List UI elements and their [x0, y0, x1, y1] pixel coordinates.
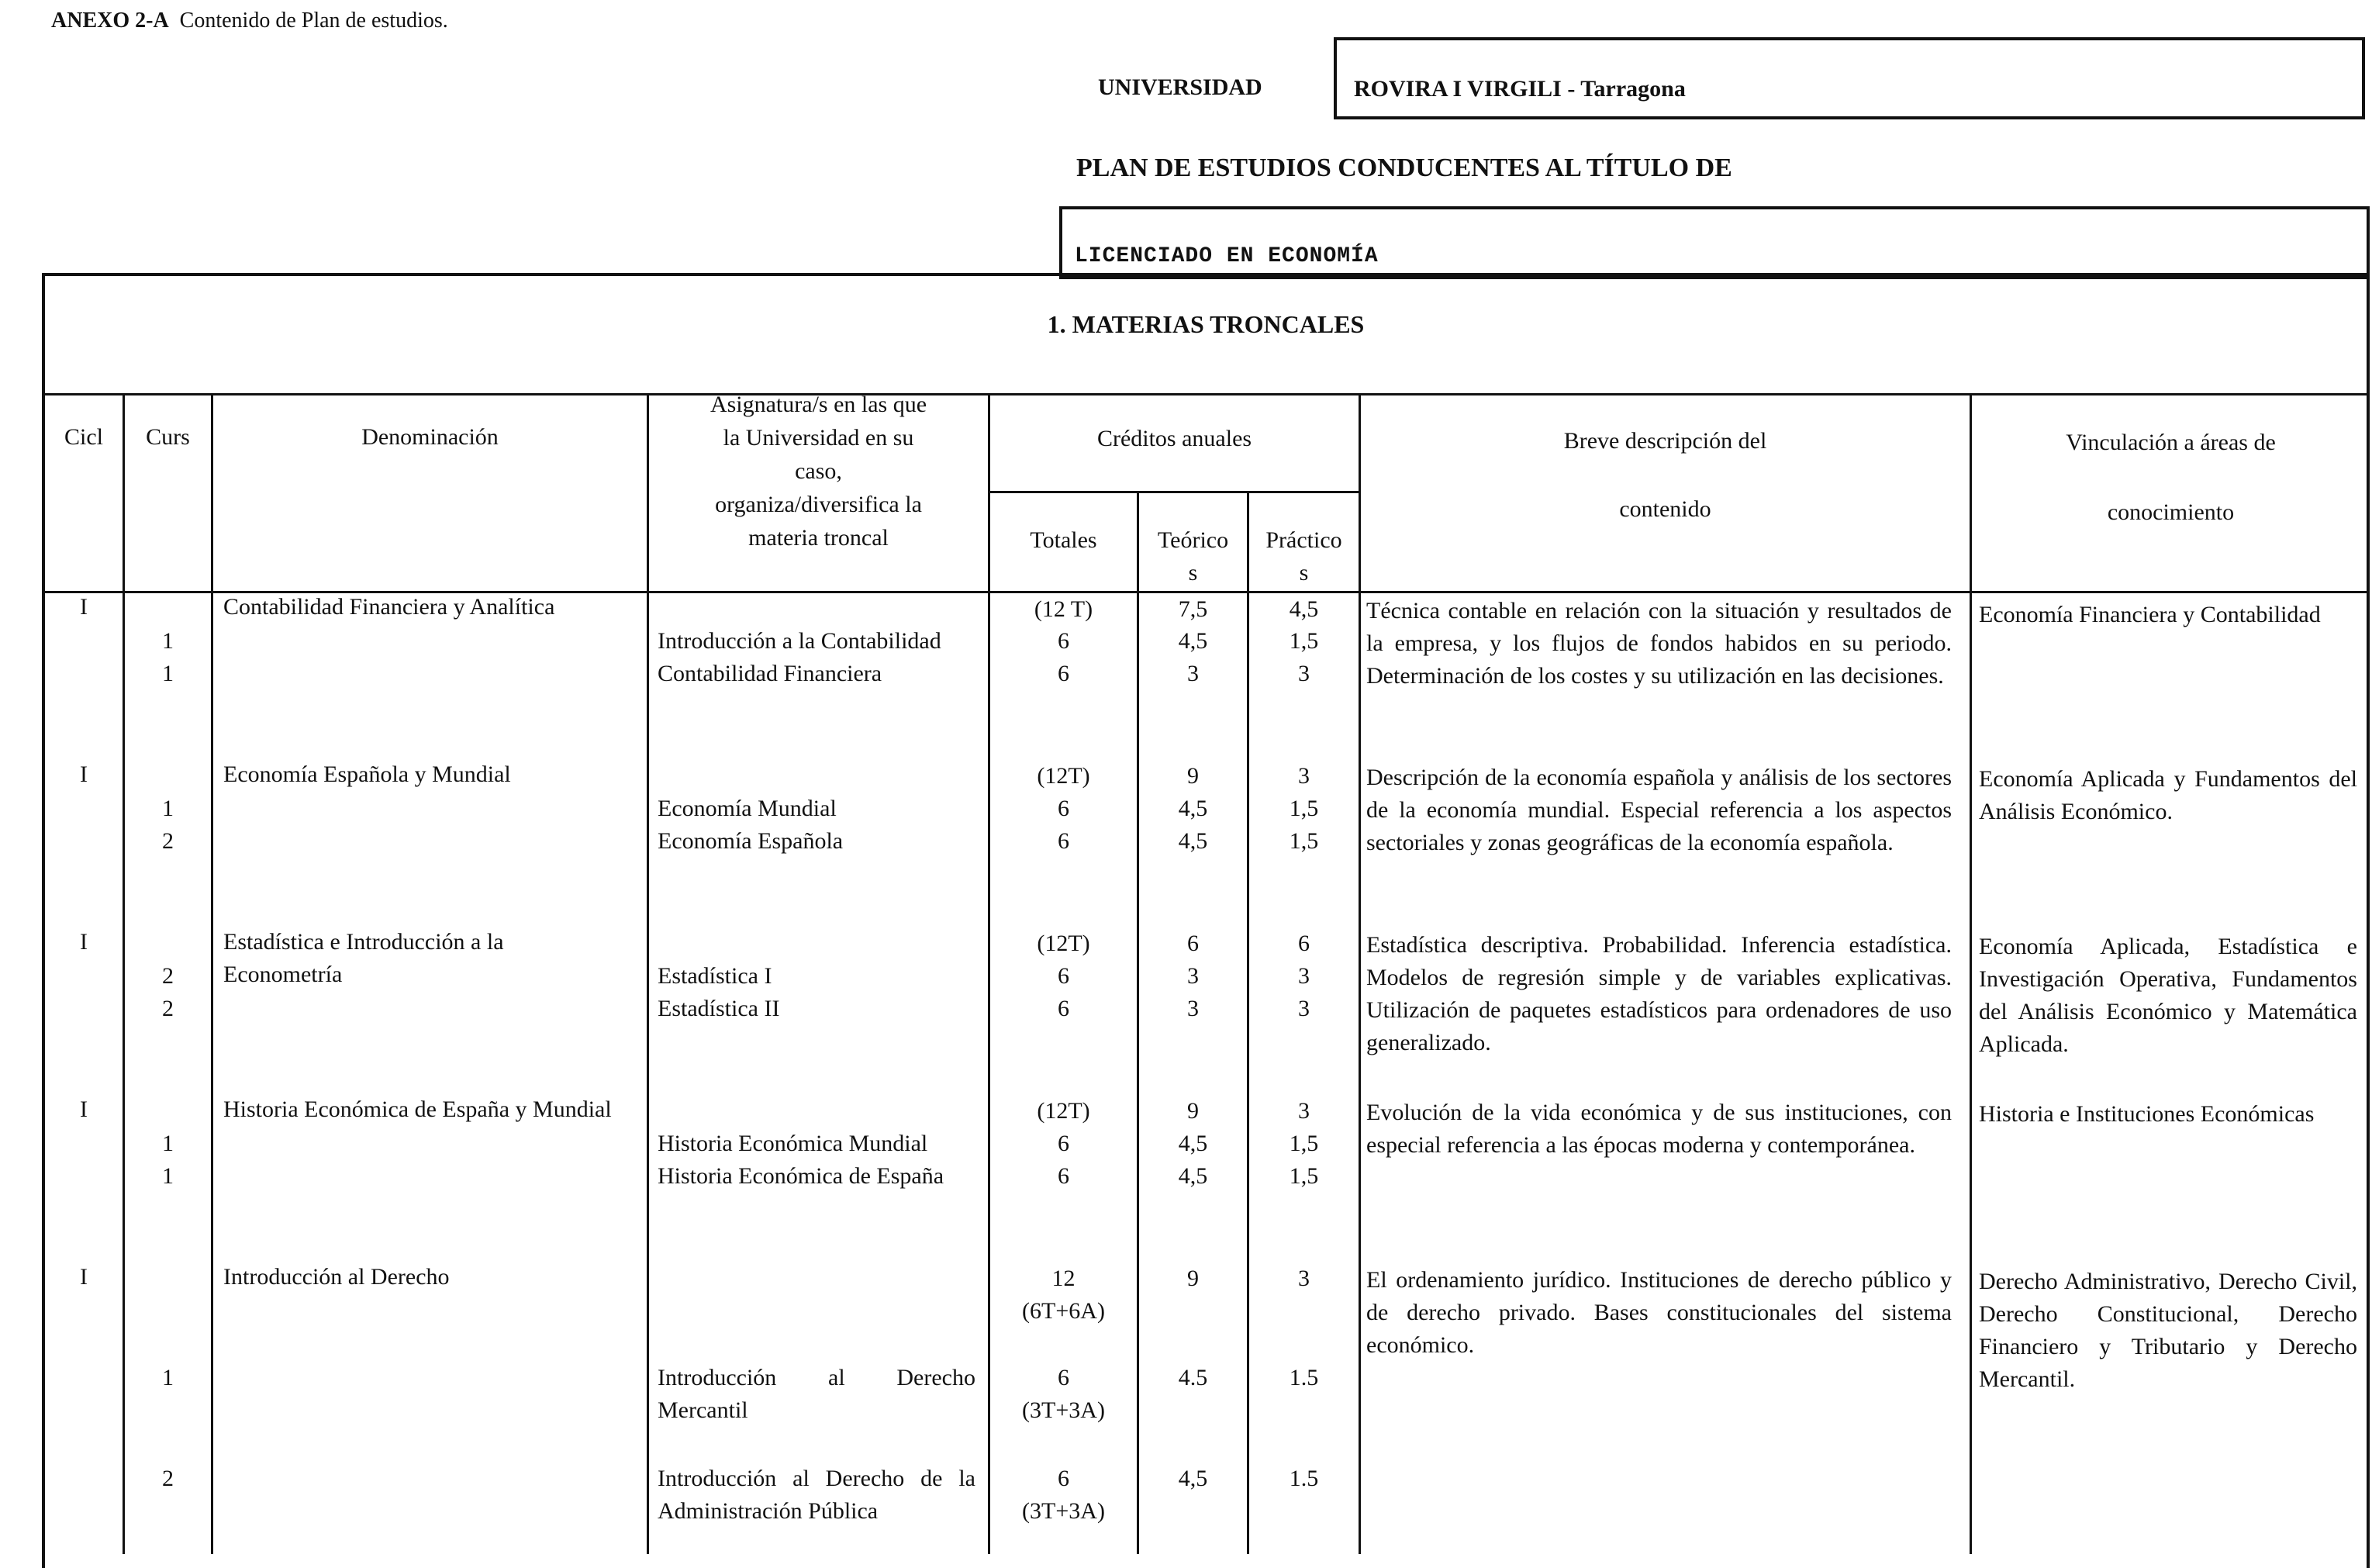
asignatura-totales: 6 [1058, 661, 1069, 686]
col-header-curs: Curs [146, 424, 190, 450]
materia-descripcion: Descripción de la economía española y análisis de los sectores de la economía mundial. Especial referencia a los aspectos sectoriales y zonas geográficas de la economía española. [1366, 765, 1952, 855]
university-value: ROVIRA I VIRGILI - Tarragona [1354, 76, 1686, 102]
asignatura-curs: 2 [162, 1466, 174, 1491]
col-header-cicl: Cicl [64, 424, 103, 450]
materia-descripcion: El ordenamiento jurídico. Instituciones de derecho público y de derecho privado. Bases constitucionales del sistema económico. [1366, 1267, 1952, 1358]
materia-denominacion: Contabilidad Financiera y Analítica [223, 594, 555, 620]
asignatura-nombre: Historia Económica Mundial [658, 1131, 928, 1156]
asignatura-practicos: 1,5 [1289, 1163, 1319, 1189]
asignatura-teoricos: 4.5 [1178, 1365, 1208, 1390]
materia-descripcion: Técnica contable en relación con la situación y resultados de la empresa, y los flujos de fondos habidos en su periodo. Determinación de los costes y su utilización en las decisiones. [1366, 598, 1952, 689]
asignatura-totales: 6 [1058, 1163, 1069, 1189]
materia-denominacion: Historia Económica de España y Mundial [223, 1097, 612, 1122]
asignatura-teoricos: 4,5 [1178, 628, 1208, 654]
materia-totales: (12T) [1037, 763, 1090, 789]
materia-denominacion: Economía Española y Mundial [223, 762, 511, 787]
asignatura-practicos: 1.5 [1289, 1466, 1319, 1491]
materia-cicl: I [80, 762, 88, 787]
asignatura-teoricos: 4,5 [1178, 1163, 1208, 1189]
asignatura-totales: 6 (3T+3A) [1022, 1365, 1105, 1423]
asignatura-teoricos: 4,5 [1178, 796, 1208, 821]
materia-vinculacion: Economía Aplicada, Estadística e Investigación Operativa, Fundamentos del Análisis Económico y Matemática Aplicada. [1979, 934, 2357, 1057]
col-header-totales: Totales [1030, 527, 1097, 553]
asignatura-practicos: 1,5 [1289, 1131, 1319, 1156]
col-header-vinculacion-1: Vinculación a áreas de [2066, 430, 2276, 455]
asignatura-curs: 2 [162, 996, 174, 1021]
materia-teoricos: 9 [1187, 1098, 1199, 1124]
materia-vinculacion: Economía Financiera y Contabilidad [1979, 602, 2321, 627]
asignatura-totales: 6 [1058, 996, 1069, 1021]
asignatura-nombre: Historia Económica de España [658, 1163, 944, 1189]
asignatura-nombre: Economía Mundial [658, 796, 837, 821]
asignatura-nombre: Contabilidad Financiera [658, 661, 882, 686]
col-header-asignatura: Asignatura/s en las que la Universidad en su caso, organiza/diversifica la materia troncal [710, 392, 927, 551]
asignatura-totales: 6 [1058, 628, 1069, 654]
materia-practicos: 3 [1298, 763, 1310, 789]
asignatura-teoricos: 4,5 [1178, 1131, 1208, 1156]
asignatura-practicos: 3 [1298, 661, 1310, 686]
materia-vinculacion: Historia e Instituciones Económicas [1979, 1101, 2315, 1127]
materia-cicl: I [80, 1097, 88, 1122]
annex-heading [51, 5, 448, 37]
col-header-teoricos: Teórico s [1157, 527, 1229, 585]
asignatura-practicos: 1,5 [1289, 628, 1319, 654]
materia-vinculacion: Derecho Administrativo, Derecho Civil, Derecho Constitucional, Derecho Financiero y Tributario y Derecho Mercantil. [1979, 1269, 2357, 1392]
annex-label: ANEXO 2-A [51, 9, 169, 33]
col-header-descripcion-2: contenido [1619, 496, 1711, 522]
asignatura-totales: 6 (3T+3A) [1022, 1466, 1105, 1524]
materia-totales: (12 T) [1034, 596, 1093, 622]
materia-cicl: I [80, 929, 88, 955]
degree-box [1059, 206, 2370, 279]
materia-practicos: 4,5 [1289, 596, 1319, 622]
col-header-practicos: Práctico s [1265, 527, 1342, 585]
asignatura-nombre: Introducción a la Contabilidad [658, 628, 941, 654]
asignatura-curs: 2 [162, 828, 174, 854]
asignatura-curs: 1 [162, 796, 174, 821]
university-label: UNIVERSIDAD [1098, 74, 1262, 100]
section-divider [42, 393, 2370, 395]
materia-teoricos: 6 [1187, 931, 1199, 956]
asignatura-teoricos: 3 [1187, 996, 1199, 1021]
col-divider [211, 393, 213, 1554]
materia-denominacion: Introducción al Derecho [223, 1264, 450, 1290]
asignatura-practicos: 1.5 [1289, 1365, 1319, 1390]
asignatura-totales: 6 [1058, 1131, 1069, 1156]
asignatura-totales: 6 [1058, 796, 1069, 821]
asignatura-curs: 1 [162, 1163, 174, 1189]
col-divider [1359, 393, 1361, 1554]
annex-text: Contenido de Plan de estudios. [179, 9, 448, 33]
materia-denominacion: Estadística e Introducción a la Econometría [223, 929, 504, 987]
asignatura-curs: 1 [162, 661, 174, 686]
materia-practicos: 3 [1298, 1098, 1310, 1124]
asignatura-teoricos: 4,5 [1178, 828, 1208, 854]
asignatura-curs: 1 [162, 1131, 174, 1156]
materia-descripcion: Evolución de la vida económica y de sus instituciones, con especial referencia a las épocas moderna y contemporánea. [1366, 1100, 1952, 1158]
materia-vinculacion: Economía Aplicada y Fundamentos del Análisis Económico. [1979, 766, 2357, 824]
asignatura-nombre: Estadística II [658, 996, 780, 1021]
col-header-descripcion-1: Breve descripción del [1563, 428, 1767, 454]
asignatura-totales: 6 [1058, 963, 1069, 989]
asignatura-curs: 1 [162, 628, 174, 654]
university-box [1334, 37, 2365, 119]
materia-practicos: 3 [1298, 1266, 1310, 1291]
asignatura-totales: 6 [1058, 828, 1069, 854]
plan-title: PLAN DE ESTUDIOS CONDUCENTES AL TÍTULO DE [1076, 154, 1732, 182]
col-header-denominacion: Denominación [361, 424, 499, 450]
materia-teoricos: 9 [1187, 1266, 1199, 1291]
creditos-subheader-divider [989, 491, 1360, 493]
asignatura-nombre: Economía Española [658, 828, 844, 854]
col-header-vinculacion-2: conocimiento [2107, 499, 2235, 525]
materia-cicl: I [80, 594, 88, 620]
asignatura-nombre: Estadística I [658, 963, 772, 989]
asignatura-nombre: Introducción al Derecho Mercantil [658, 1365, 975, 1423]
asignatura-practicos: 3 [1298, 963, 1310, 989]
asignatura-curs: 2 [162, 963, 174, 989]
asignatura-curs: 1 [162, 1365, 174, 1390]
materia-cicl: I [80, 1264, 88, 1290]
materia-totales: (12T) [1037, 1098, 1090, 1124]
materia-teoricos: 7,5 [1178, 596, 1208, 622]
asignatura-practicos: 1,5 [1289, 796, 1319, 821]
asignatura-practicos: 1,5 [1289, 828, 1319, 854]
asignatura-teoricos: 4,5 [1178, 1466, 1208, 1491]
materia-descripcion: Estadística descriptiva. Probabilidad. Inferencia estadística. Modelos de regresión simple y de variables explicativas. Utilización de paquetes estadísticos para ordenadores de uso generalizado. [1366, 932, 1952, 1055]
asignatura-teoricos: 3 [1187, 963, 1199, 989]
materia-practicos: 6 [1298, 931, 1310, 956]
materia-teoricos: 9 [1187, 763, 1199, 789]
asignatura-practicos: 3 [1298, 996, 1310, 1021]
section-title: 1. MATERIAS TRONCALES [1047, 310, 1365, 338]
asignatura-teoricos: 3 [1187, 661, 1199, 686]
degree-title: LICENCIADO EN ECONOMÍA [1075, 244, 1379, 268]
materia-totales: 12 (6T+6A) [1022, 1266, 1105, 1324]
col-header-creditos: Créditos anuales [1096, 426, 1252, 451]
asignatura-nombre: Introducción al Derecho de la Administración Pública [658, 1466, 975, 1524]
col-divider [1970, 393, 1972, 1554]
materia-totales: (12T) [1037, 931, 1090, 956]
col-divider [647, 393, 649, 1554]
